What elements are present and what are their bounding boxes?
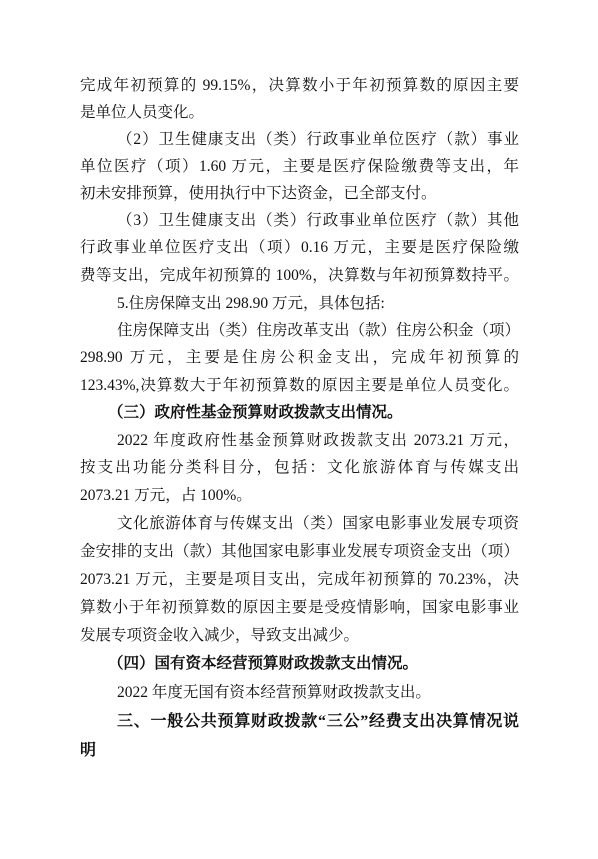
- text-line: 金安排的支出（款）其他国家电影事业发展专项资金支出（项）: [80, 543, 519, 560]
- text-line: 单位医疗（项）1.60 万元，主要是医疗保险缴费等支出，年: [80, 158, 519, 175]
- text-line: 298.90 万元，主要是住房公积金支出，完成年初预算的: [80, 349, 519, 366]
- text-line: 文化旅游体育与传媒支出（类）国家电影事业发展专项资: [117, 515, 519, 532]
- text-line: 按支出功能分类科目分，包括：文化旅游体育与传媒支出: [80, 459, 519, 476]
- text-line: 是单位人员变化。: [80, 104, 205, 121]
- text-line: 行政事业单位医疗支出（项）0.16 万元，主要是医疗保险缴: [80, 239, 519, 256]
- chapter-heading: 三、一般公共预算财政拨款“三公”经费支出决算情况说: [117, 713, 519, 730]
- text-line: 5.住房保障支出 298.90 万元，具体包括:: [117, 295, 385, 312]
- text-line: 123.43%,决算数大于年初预算数的原因主要是单位人员变化。: [80, 377, 519, 394]
- section-heading: （四）国有资本经营预算财政拨款支出情况。: [108, 655, 419, 672]
- text-line: 2073.21 万元，主要是项目支出，完成年初预算的 70.23%，决: [80, 571, 519, 588]
- text-line: 初未安排预算，使用执行中下达资金，已全部支付。: [80, 185, 437, 202]
- text-line: 费等支出，完成年初预算的 100%，决算数与年初预算数持平。: [80, 267, 519, 284]
- text-line: 住房保障支出（类）住房改革支出（款）住房公积金（项）: [117, 322, 521, 339]
- text-line: 2022 年度政府性基金预算财政拨款支出 2073.21 万元，: [117, 432, 519, 449]
- section-heading: （三）政府性基金预算财政拨款支出情况。: [108, 404, 403, 421]
- text-line: 完成年初预算的 99.15%，决算数小于年初预算数的原因主要: [80, 77, 519, 94]
- text-line: （3）卫生健康支出（类）行政事业单位医疗（款）其他: [117, 212, 519, 229]
- chapter-heading-continued: 明: [80, 742, 97, 759]
- text-line: 2022 年度无国有资本经营预算财政拨款支出。: [117, 684, 431, 701]
- text-line: 算数小于年初预算数的原因主要是受疫情影响，国家电影事业: [80, 599, 519, 616]
- text-line: （2）卫生健康支出（类）行政事业单位医疗（款）事业: [117, 131, 519, 148]
- text-line: 发展专项资金收入减少，导致支出减少。: [80, 627, 360, 644]
- text-line: 2073.21 万元，占 100%。: [80, 487, 252, 504]
